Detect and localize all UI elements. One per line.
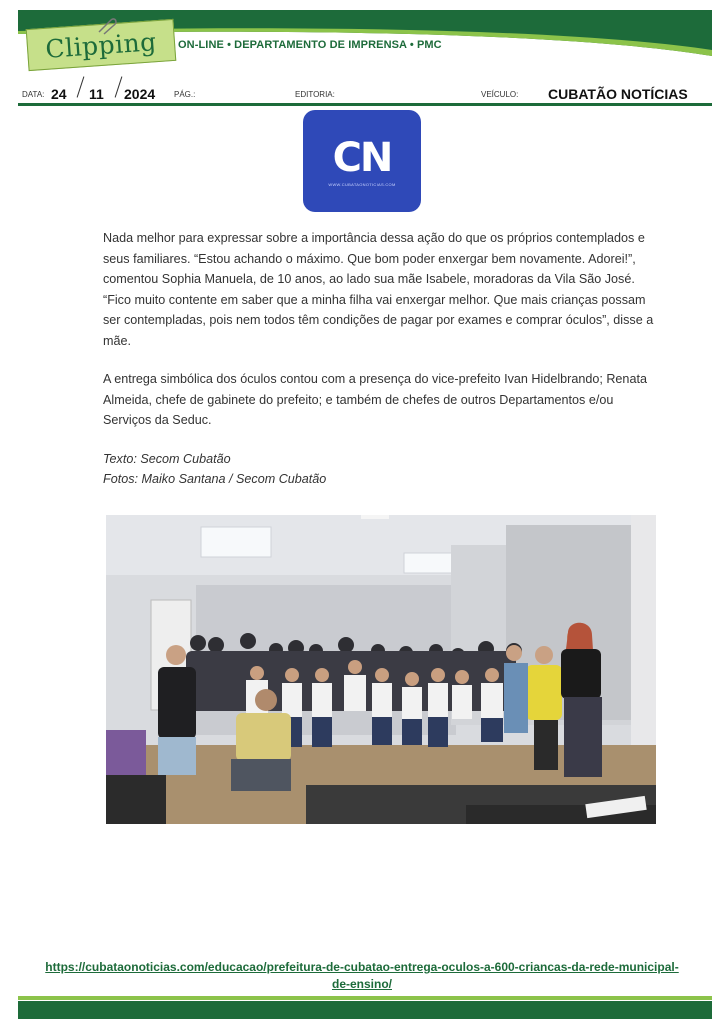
date-year: 2024 — [124, 86, 156, 102]
source-url-link[interactable]: https://cubataonoticias.com/educacao/prefeitura-de-cubatao-entrega-oculos-a-600-criancas-da-rede-municipal-de-ensino/ — [45, 960, 679, 991]
date-month: 11 — [89, 86, 104, 102]
paperclip-icon — [95, 16, 119, 36]
date-day: 24 — [51, 86, 67, 102]
meta-row — [22, 84, 712, 104]
department-label: ON-LINE • DEPARTAMENTO DE IMPRENSA • PMC — [178, 39, 442, 51]
date-separator — [115, 76, 123, 97]
cn-logo-text: CN — [332, 134, 392, 181]
group-photo-image — [106, 515, 656, 824]
page-label: PÁG.: — [174, 90, 196, 99]
vehicle-name: CUBATÃO NOTÍCIAS — [548, 86, 688, 102]
clipping-badge-text: Clipping — [44, 26, 158, 64]
article-body — [103, 228, 663, 490]
cn-logo — [303, 110, 421, 212]
group-photo — [106, 515, 656, 824]
footer-light-rule — [18, 996, 712, 1000]
text-credit: Texto: Secom Cubatão — [103, 451, 231, 466]
vehicle-label: VEÍCULO: — [481, 90, 519, 99]
photo-credit: Fotos: Maiko Santana / Secom Cubatão — [103, 472, 327, 486]
date-label: DATA: — [22, 90, 45, 99]
editorial-label: EDITORIA: — [295, 90, 335, 99]
date-separator — [77, 76, 85, 97]
cn-logo-subtext: WWW.CUBATAONOTICIAS.COM — [328, 181, 396, 187]
article-paragraph: A entrega simbólica dos óculos contou com a presença do vice-prefeito Ivan Hidelbrando; Renata Almeida, chefe de gabinete do prefeito; e também de chefes de outros Departamentos e/ou Serviços da Seduc. — [103, 372, 647, 427]
header-divider — [18, 103, 712, 106]
footer-bar — [18, 1001, 712, 1019]
article-paragraph: Nada melhor para expressar sobre a importância dessa ação do que os próprios contemplados e seus familiares. “Estou achando o máximo. Que bom poder enxergar bem novamente. Adorei!”, comentou Sophia Manuela, de 10 anos, ao lado sua mãe Isabele, moradoras da Vila São José. “Fico muito contente em saber que a minha filha vai enxergar melhor. Que mais crianças possam ser contempladas, pois nem todos têm condições de pagar por exames e comprar óculos”, disse a mãe. — [103, 231, 654, 348]
